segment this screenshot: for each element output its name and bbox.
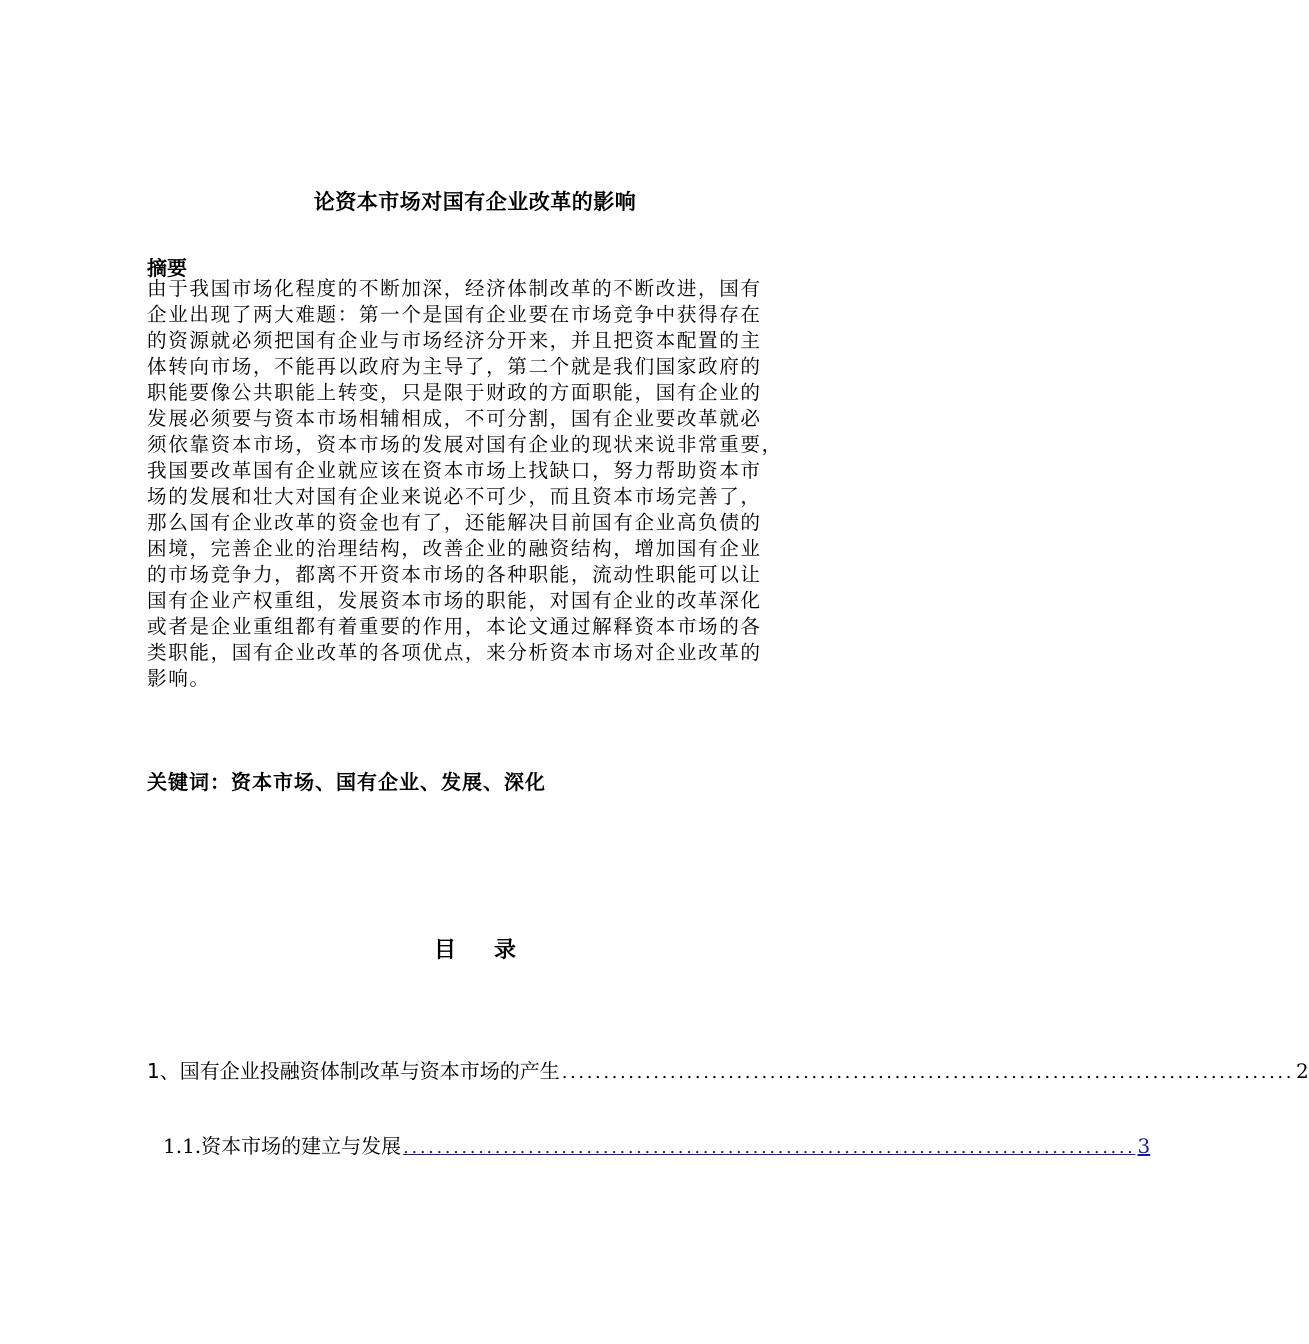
abstract-line: 的市场竞争力，都离不开资本市场的各种职能，流动性职能可以让 bbox=[147, 563, 762, 586]
abstract-heading: 摘要 bbox=[147, 256, 187, 280]
abstract-line: 类职能，国有企业改革的各项优点，来分析资本市场对企业改革的 bbox=[147, 641, 762, 664]
abstract-line: 场的发展和壮大对国有企业来说必不可少，而且资本市场完善了， bbox=[147, 485, 762, 508]
toc-leader-dots: ........................................................................................ bbox=[561, 1062, 1295, 1083]
toc-page-number[interactable]: 3 bbox=[1137, 1134, 1151, 1158]
toc-entry-link[interactable] bbox=[163, 1130, 1151, 1159]
abstract-body bbox=[147, 276, 793, 692]
abstract-line: 或者是企业重组都有着重要的作用，本论文通过解释资本市场的各 bbox=[147, 615, 762, 638]
toc-entry[interactable] bbox=[147, 1055, 1309, 1084]
toc-title bbox=[0, 933, 950, 964]
toc-leader-dots[interactable]: ........................................................................................ bbox=[403, 1137, 1136, 1158]
abstract-line: 须依靠资本市场，资本市场的发展对国有企业的现状来说非常重要， bbox=[147, 433, 783, 456]
abstract-line: 我国要改革国有企业就应该在资本市场上找缺口，努力帮助资本市 bbox=[147, 459, 762, 482]
abstract-line: 的资源就必须把国有企业与市场经济分开来，并且把资本配置的主 bbox=[147, 329, 762, 352]
toc-title-right: 录 bbox=[494, 938, 517, 963]
abstract-line: 国有企业产权重组，发展资本市场的职能，对国有企业的改革深化 bbox=[147, 589, 762, 612]
abstract-line: 企业出现了两大难题：第一个是国有企业要在市场竞争中获得存在 bbox=[147, 303, 762, 326]
abstract-line: 发展必须要与资本市场相辅相成，不可分割，国有企业要改革就必 bbox=[147, 407, 762, 430]
abstract-line: 职能要像公共职能上转变，只是限于财政的方面职能，国有企业的 bbox=[147, 381, 762, 404]
toc-title-left: 目 bbox=[433, 938, 456, 963]
abstract-line: 那么国有企业改革的资金也有了，还能解决目前国有企业高负债的 bbox=[147, 511, 762, 534]
keywords-line: 关键词：资本市场、国有企业、发展、深化 bbox=[147, 770, 546, 794]
document-title: 论资本市场对国有企业改革的影响 bbox=[313, 190, 637, 214]
abstract-line: 困境，完善企业的治理结构，改善企业的融资结构，增加国有企业 bbox=[147, 537, 762, 560]
toc-entry-label: 1.1.资本市场的建立与发展 bbox=[163, 1134, 402, 1158]
toc-entry-label: 1、国有企业投融资体制改革与资本市场的产生 bbox=[147, 1059, 560, 1083]
toc-page-number: 2 bbox=[1296, 1059, 1309, 1083]
abstract-line: 由于我国市场化程度的不断加深，经济体制改革的不断改进，国有 bbox=[147, 277, 762, 300]
abstract-line: 体转向市场，不能再以政府为主导了，第二个就是我们国家政府的 bbox=[147, 355, 762, 378]
abstract-line: 影响。 bbox=[147, 667, 211, 690]
